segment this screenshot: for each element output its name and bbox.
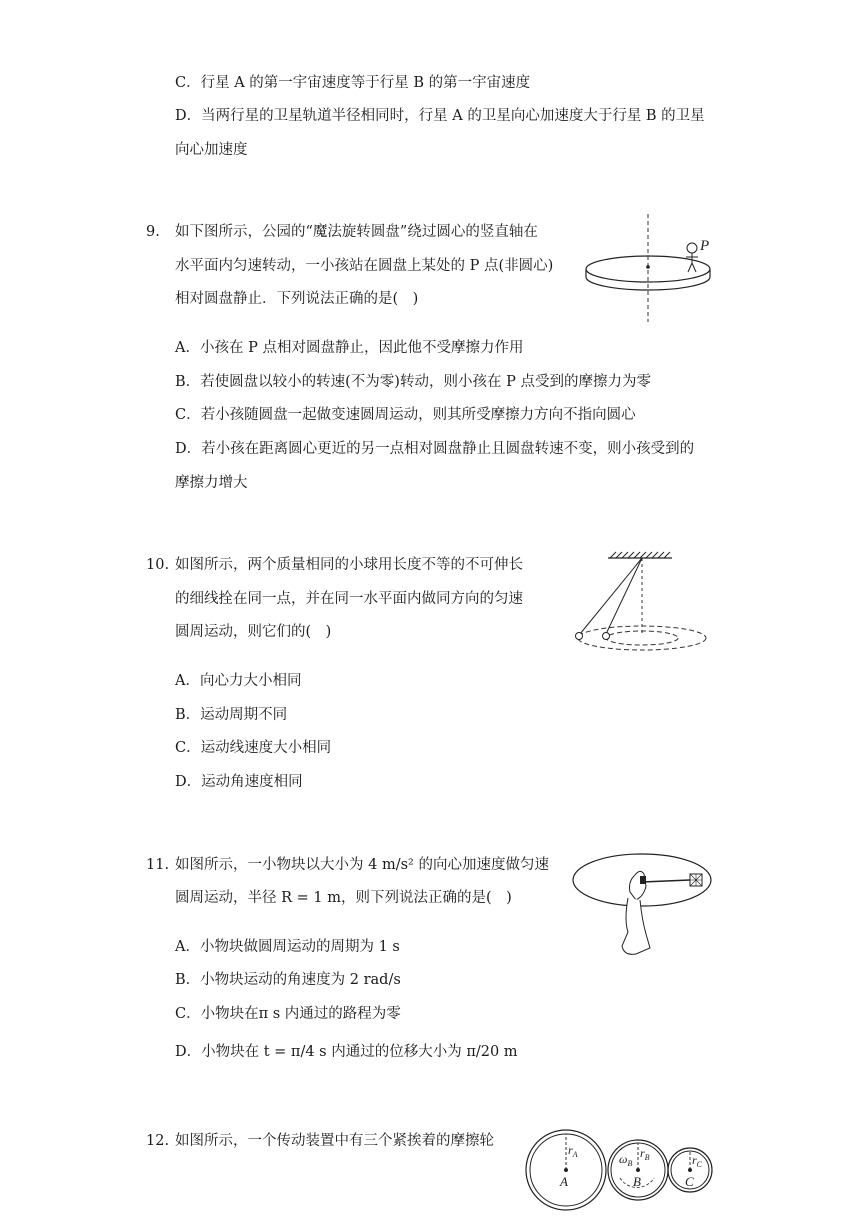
q11-option-a: A．小物块做圆周运动的周期为 1 s — [175, 939, 400, 955]
q10-conical-pendulum-figure — [570, 550, 710, 660]
svg-text:rB: $r_B$ — [640, 1146, 650, 1162]
q9-option-d-line2: 摩擦力增大 — [175, 475, 248, 491]
q11-stem-line2: 圆周运动，半径 R = 1 m，则下列说法正确的是( ) — [175, 890, 512, 906]
svg-text:rA: $r_A$ — [568, 1143, 578, 1159]
q9-stem-line1: 如下图所示，公园的“魔法旋转圆盘”绕过圆心的竖直轴在 — [175, 224, 538, 240]
q11-option-b: B．小物块运动的角速度为 2 rad/s — [175, 972, 401, 988]
q9-option-a: A．小孩在 P 点相对圆盘静止，因此他不受摩擦力作用 — [175, 340, 524, 356]
q10-stem-line2: 的细线拴在同一点，并在同一水平面内做同方向的匀速 — [175, 591, 523, 607]
q11-option-c: C．小物块在π s 内通过的路程为零 — [175, 1006, 401, 1022]
wheel-a-label: A — [560, 1174, 568, 1189]
svg-text:ωB: $\omega_B$ — [619, 1152, 633, 1168]
q8-option-d-line2: 向心加速度 — [175, 142, 248, 158]
q10-option-a: A．向心力大小相同 — [175, 673, 302, 689]
q10-stem-line1: 如图所示，两个质量相同的小球用长度不等的不可伸长 — [175, 557, 523, 573]
q12-number: 12. — [146, 1133, 170, 1149]
q11-hand-rotating-block-figure — [570, 850, 716, 962]
q11-number: 11. — [146, 857, 170, 873]
q11-stem-line1: 如图所示，一小物块以大小为 4 m/s² 的向心加速度做匀速 — [175, 857, 549, 873]
svg-text:rC: $r_C$ — [692, 1153, 703, 1169]
q12-stem-line1: 如图所示，一个传动装置中有三个紧挨着的摩擦轮 — [175, 1133, 494, 1149]
q10-option-d: D．运动角速度相同 — [175, 774, 303, 790]
q11-option-d: D．小物块在 t = π/4 s 内通过的位移大小为 π/20 m — [175, 1044, 518, 1060]
q8-option-d-line1: D．当两行星的卫星轨道半径相同时，行星 A 的卫星向心加速度大于行星 B 的卫星 — [175, 108, 705, 124]
q9-number: 9. — [146, 224, 160, 240]
wheel-c-label: C — [685, 1174, 694, 1189]
q10-number: 10. — [146, 557, 170, 573]
q9-option-d-line1: D．若小孩在距离圆心更近的另一点相对圆盘静止且圆盘转速不变，则小孩受到的 — [175, 441, 695, 457]
q9-stem-line3: 相对圆盘静止．下列说法正确的是( ) — [175, 291, 419, 307]
q8-option-c: C．行星 A 的第一宇宙速度等于行星 B 的第一宇宙速度 — [175, 75, 531, 91]
q10-option-c: C．运动线速度大小相同 — [175, 740, 332, 756]
q9-option-c: C．若小孩随圆盘一起做变速圆周运动，则其所受摩擦力方向不指向圆心 — [175, 407, 636, 423]
q10-option-b: B．运动周期不同 — [175, 707, 288, 723]
q9-rotating-disc-figure — [582, 212, 722, 324]
q9-point-p-label: P — [700, 238, 710, 254]
q9-option-b: B．若使圆盘以较小的转速(不为零)转动，则小孩在 P 点受到的摩擦力为零 — [175, 374, 651, 390]
q10-stem-line3: 圆周运动，则它们的( ) — [175, 624, 332, 640]
q12-friction-wheels-figure — [522, 1126, 718, 1216]
q9-stem-line2: 水平面内匀速转动，一小孩站在圆盘上某处的 P 点(非圆心) — [175, 258, 554, 274]
wheel-b-label: B — [633, 1174, 641, 1189]
